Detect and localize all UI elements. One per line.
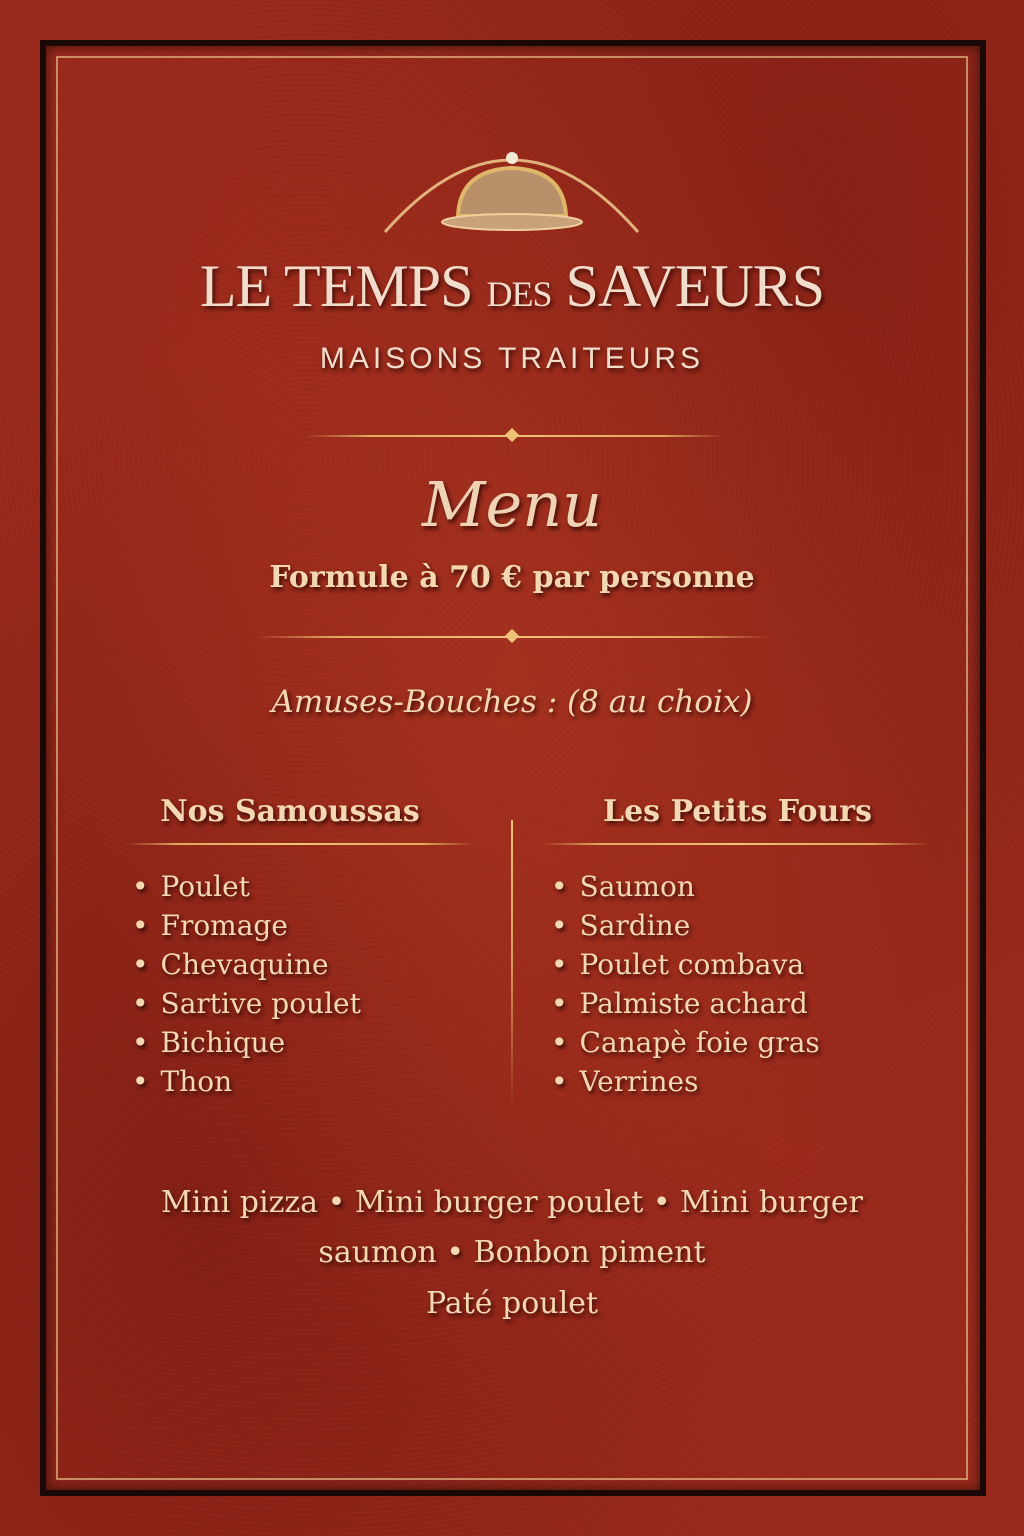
list-item: • Verrines bbox=[551, 1062, 820, 1101]
list-item: • Poulet bbox=[132, 867, 361, 906]
brand-part-1: LE TEMPS bbox=[199, 253, 473, 319]
list-item: • Thon bbox=[132, 1062, 361, 1101]
vertical-divider bbox=[511, 820, 513, 1108]
list-item: • Poulet combava bbox=[551, 945, 820, 984]
list-item: • Canapè foie gras bbox=[551, 1023, 820, 1062]
amuses-heading: Amuses-Bouches : (8 au choix) bbox=[271, 684, 753, 720]
list-item: • Palmiste achard bbox=[551, 984, 820, 1023]
extras-line-2: saumon • Bonbon piment bbox=[318, 1235, 706, 1270]
brand-name bbox=[0, 252, 1024, 321]
cloche-logo-icon bbox=[380, 128, 644, 238]
brand-part-2: DES bbox=[486, 274, 552, 314]
samoussas-list bbox=[132, 867, 361, 1101]
list-item: • Saumon bbox=[551, 867, 820, 906]
list-item: • Sartive poulet bbox=[132, 984, 361, 1023]
list-item: • Chevaquine bbox=[132, 945, 361, 984]
list-item: • Fromage bbox=[132, 906, 361, 945]
petits-fours-list bbox=[551, 867, 820, 1101]
column-heading-petits-fours: Les Petits Fours bbox=[603, 794, 872, 829]
brand-part-3: SAVEURS bbox=[565, 253, 825, 319]
extras-line-3: Paté poulet bbox=[425, 1286, 599, 1321]
menu-title: Menu bbox=[421, 468, 603, 541]
list-item: • Sardine bbox=[551, 906, 820, 945]
column-divider-right bbox=[540, 843, 930, 845]
formule-price: Formule à 70 € par personne bbox=[269, 560, 755, 595]
extras-line-1: Mini pizza • Mini burger poulet • Mini burger bbox=[161, 1185, 863, 1220]
column-heading-samoussas: Nos Samoussas bbox=[160, 794, 420, 829]
column-divider-left bbox=[125, 843, 475, 845]
brand-subtitle: MAISONS TRAITEURS bbox=[319, 342, 705, 375]
list-item: • Bichique bbox=[132, 1023, 361, 1062]
